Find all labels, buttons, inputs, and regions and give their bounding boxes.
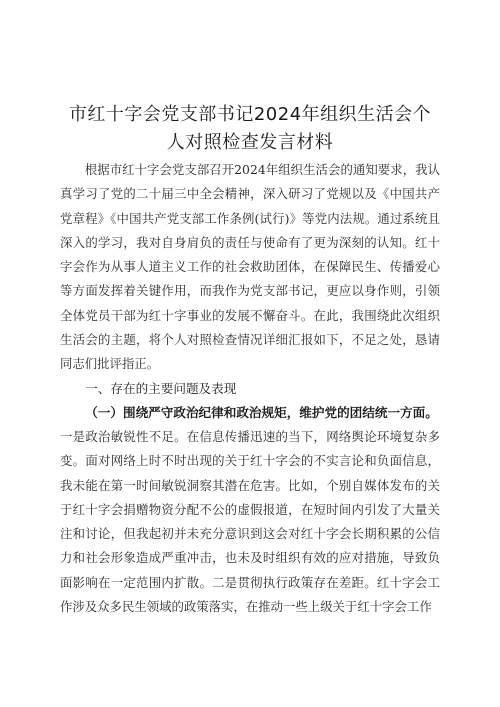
section-heading: 一、存在的主要问题及表现	[85, 381, 237, 396]
intro-paragraph: 根据市红十字会党支部召开2024年组织生活会的通知要求，我认真学习了党的二十届三中全会精神，深入研习了党规以及《中国共产党章程》《中国共产党支部工作条例(试行)》等党内法规。通过系统且深入的学习，我对自身肩负的责任与使命有了更为深刻的认知。红十字会作为从事人道主义工作的社会救助团体，在保障民生、传播爱心等方面发挥着关键作用，而我作为党支部书记，更应以身作则，引领全体党员干部为红十字事业的发展不懈奋斗。在此，我围绕此次组织生活会的主题，将个人对照检查情况详细汇报如下，不足之处，恳请同志们批评指正。	[60, 162, 440, 372]
body-paragraph: 一是政治敏锐性不足。在信息传播迅速的当下，网络舆论环境复杂多变。面对网络上时不时出现的关于红十字会的不实言论和负面信息，我未能在第一时间敏锐洞察其潜在危害。比如，个别自媒体发布的关于红十字会捐赠物资分配不公的虚假报道，在短时间内引发了大量关注和讨论，但我起初并未充分意识到这会对红十字会长期积累的公信力和社会形象造成严重冲击，也未及时组织有效的应对措施，导致负面影响在一定范围内扩散。二是贯彻执行政策存在差距。红十字会工作涉及众多民生领域的政策落实，在推动一些上级关于红十字会工作	[60, 429, 440, 615]
subsection-heading: （一）围绕严守政治纪律和政治规矩，维护党的团结统一方面。	[85, 405, 438, 420]
document-title-line-2: 人对照检查发言材料	[166, 132, 334, 153]
document-title-line-1: 市红十字会党支部书记2024年组织生活会个	[68, 104, 432, 125]
